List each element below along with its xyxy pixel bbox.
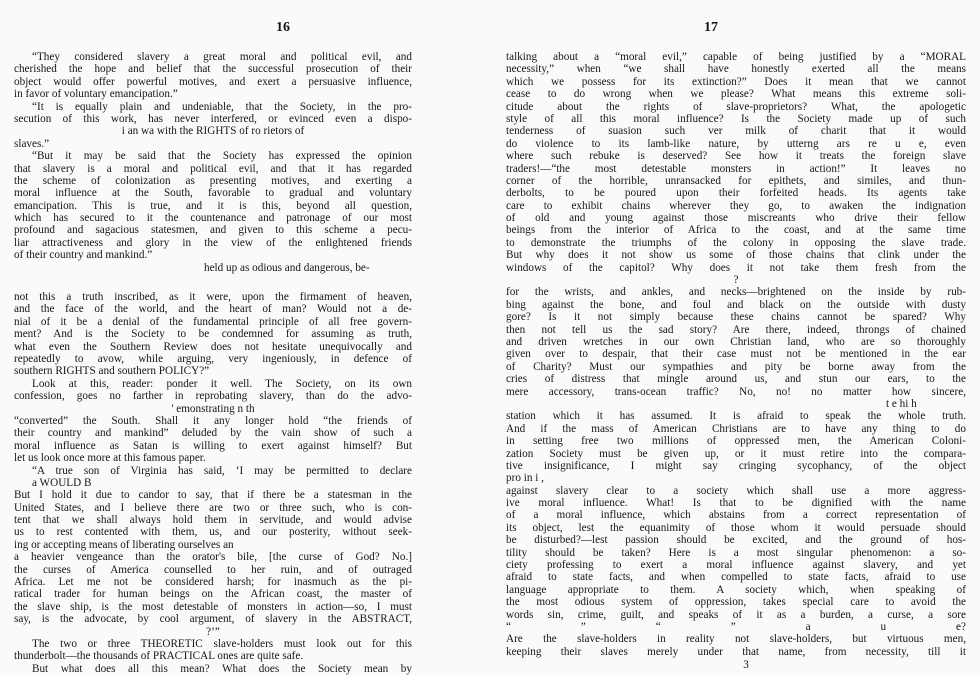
- text-line: emancipation. This is true, and it is this, beyond all question,: [14, 199, 412, 212]
- text-line: confession, goes no farther in reprobating slavery, than do the advo-: [14, 390, 412, 403]
- text-line: bing against the bone, and foul and black on the outside with dusty: [506, 298, 966, 311]
- text-line: tent that we shall always hold them in servitude, and would advise: [14, 514, 412, 527]
- text-line: “They considered slavery a great moral and political evil, and: [32, 51, 412, 63]
- text-line: and the face of the world, and the heart of man? Would not a de-: [14, 303, 412, 316]
- text-line: “converted” the South. Shall it any longer hold “the friends of: [14, 414, 412, 427]
- page-number: 17: [704, 20, 718, 35]
- text-line: keeping their slaves merely under that name, from necessity, till it: [506, 645, 966, 658]
- text-line: in setting free two millions of oppressed men, the American Coloni-: [506, 435, 966, 448]
- text-line: cease to do wrong when we please? What means this extreme soli-: [506, 88, 966, 101]
- text-line: moral influence as Satan is willing to exert against himself? But: [14, 439, 412, 452]
- text-line: citude about the rights of slave-proprietors? What, the apologetic: [506, 100, 966, 113]
- text-line: care to exhibit chains wherever they go, to awaken the indignation: [506, 199, 966, 212]
- text-line: the most odious system of oppression, takes special care to avoid the: [506, 596, 966, 609]
- text-line: where such rebuke is deserved? See how it treats the foreign slave: [506, 150, 966, 163]
- text-line: the slave ship, is the most detestable of monsters in action—so, I must: [14, 600, 412, 613]
- text-line: their country and mankind” deluded by the vain show of such a: [14, 427, 412, 440]
- text-line: in favor of voluntary emancipation.”: [14, 88, 178, 101]
- text-line: The two or three THEORETIC slave-holders must look out for this: [32, 637, 412, 650]
- text-line: style of all this moral influence? Is the Society made up of such: [506, 112, 966, 125]
- text-line: repeatedly to avow, while arguing, very ingeniously, in defence of: [14, 352, 412, 365]
- text-line: tenderness of suasion such ver milk of charit that it would: [506, 125, 966, 138]
- text-line: ?: [733, 274, 739, 287]
- text-line: t e hi h: [886, 397, 917, 410]
- text-line: say, is the advocate, by cool argument, of slavery in the ABSTRACT,: [14, 613, 412, 626]
- text-line: to demonstrate the triumphs of the colony in opposing the slave trade.: [506, 236, 966, 249]
- text-line: let us look once more at this famous paper.: [14, 452, 206, 465]
- text-line: corner of the horrible, unransacked for epithets, and similes, and thun-: [506, 174, 966, 187]
- text-line: But what does all this mean? What does the Society mean by: [32, 662, 412, 675]
- text-line: held up as odious and dangerous, be-: [204, 261, 370, 274]
- text-line: a heavier vengeance than the orator's bile, [the curse of God? No.]: [14, 551, 412, 564]
- text-line: traders!—“the most detestable monsters in action!” It leaves no: [506, 162, 966, 175]
- text-line: thunderbolt—the thousands of PRACTICAL ones are quite safe.: [14, 650, 304, 663]
- text-line: ciety professing to exert a moral influence against slavery, and yet: [506, 559, 966, 572]
- text-line: the scheme of colonization as presenting motives, and exerting a: [14, 174, 412, 187]
- text-line: gore? Is it not simply because these chains cannot be spared? Why: [506, 311, 966, 324]
- text-line: beings from the interior of Africa to the coast, and at the same time: [506, 224, 966, 237]
- text-line: zation Society must be given up, or it must retire into the compara-: [506, 447, 966, 460]
- text-line: the curses of America counselled to her ruin, and of outraged: [14, 563, 412, 576]
- text-line: which has secured to it the countenance and patronage of our most: [14, 212, 412, 225]
- text-line: not this a truth inscribed, as it were, upon the firmament of heaven,: [14, 291, 412, 304]
- text-line: against slavery clear to a society which shall use a more aggress-: [506, 484, 966, 497]
- text-line: of old and young against those miscreants who drive their fellow: [506, 212, 966, 225]
- text-line: tive insignificance, I might say cringing sycophancy, of the object: [506, 459, 966, 472]
- text-line: Africa. Let me not be considered harsh; for inasmuch as the pi-: [14, 576, 412, 589]
- right-page-text: [506, 51, 966, 658]
- text-line: “But it may be said that the Society has expressed the opinion: [32, 150, 412, 163]
- text-line: its object, lest the equanimity of those whom it would persuade should: [506, 521, 966, 534]
- text-line: necessity,” when “we shall have honestly exerted all the means: [506, 63, 966, 76]
- text-line: cherished the hope and belief that the successful prosecution of their: [14, 63, 412, 76]
- text-line: mere accessory, trans-ocean traffic? No, no! no matter how sincere,: [506, 385, 966, 398]
- text-line: nial of it be a denial of the fundamental principle of all free govern-: [14, 315, 412, 328]
- text-line: what even the Southern Review does not hesitate unequivocally and: [14, 340, 412, 353]
- text-line: But I hold it due to candor to say, that if there be a statesman in the: [14, 489, 412, 502]
- text-line: pro in i ,: [506, 472, 544, 485]
- text-line: ment? And is the Society to be condemned for assuming as truth,: [14, 328, 412, 341]
- text-line: talking about a “moral evil,” capable of being justified by a “MORAL: [506, 51, 966, 63]
- signature-mark: 3: [743, 659, 749, 672]
- text-line: which we possess for its extinction?” Does it mean that we cannot: [506, 75, 966, 88]
- text-line: Are the slave-holders in reality not slave-holders, but virtuous men,: [506, 633, 966, 646]
- text-line: “ ” “ ” a u e?: [506, 620, 966, 633]
- page-number: 16: [276, 20, 290, 35]
- text-line: then not tell us the sad story? Are there, indeed, throngs of chained: [506, 323, 966, 336]
- text-line: object would offer powerful motives, and exert a persuasive influence,: [14, 75, 412, 88]
- text-line: afraid to state facts, and when compelled to state facts, afraid to use: [506, 571, 966, 584]
- text-line: ' emonstrating n th: [171, 402, 255, 415]
- text-line: derbolts, to be poured upon their forfeited heads. Its agents take: [506, 187, 966, 200]
- text-line: slaves.”: [14, 137, 50, 150]
- left-page-text: [14, 51, 412, 675]
- text-line: cries of distress that mingle around us, and stun our ears, to the: [506, 373, 966, 386]
- text-line: words sin, crime, guilt, and speaks of it as a burden, a curse, a sore: [506, 608, 966, 621]
- text-line: language appropriate to them. A society which, when speaking of: [506, 583, 966, 596]
- text-line: station which it has assumed. It is afraid to speak the whole truth.: [506, 410, 966, 423]
- text-line: Look at this, reader: ponder it well. The Society, on its own: [32, 377, 412, 390]
- text-line: profound and sagacious statesmen, and given to this scheme a pecu-: [14, 224, 412, 237]
- text-line: “A true son of Virginia has said, ‘I may be permitted to declare: [32, 464, 412, 477]
- text-line: of their country and mankind.”: [14, 249, 153, 262]
- text-line: United States, and I believe there are two or three such, who is con-: [14, 501, 412, 514]
- text-line: “It is equally plain and undeniable, that the Society, in the pro-: [32, 100, 412, 113]
- text-line: do violence to its lamb-like nature, by utterng ars re u e, even: [506, 137, 966, 150]
- text-line: given over to despair, that their case must not be mentioned in the ear: [506, 348, 966, 361]
- text-line: southern RIGHTS and southern POLICY?”: [14, 365, 210, 378]
- text-line: of a moral influence, which abstains from a correct representation of: [506, 509, 966, 522]
- text-line: ing or accepting means of liberating ourselves an: [14, 538, 234, 551]
- right-page: [490, 0, 980, 672]
- text-line: that slavery is a moral and political evil, and that it has regarded: [14, 162, 412, 175]
- text-line: ?’”: [206, 625, 220, 638]
- text-line: be disturbed?—lest passion should be excited, and the ground of hos-: [506, 534, 966, 547]
- text-line: [14, 274, 412, 291]
- text-line: ive moral influence. What! Is that to be dignified with the name: [506, 497, 966, 510]
- text-line: i an wa with the RIGHTS of ro rietors of: [121, 125, 305, 138]
- text-line: us to rest contented with them, us, and our posterity, without seek-: [14, 526, 412, 539]
- text-line: windows of the capitol? Why does it not take them fresh from the: [506, 261, 966, 274]
- text-line: for the wrists, and ankles, and necks—brightened on the inside by rub-: [506, 286, 966, 299]
- text-line: tility should be taken? Here is a most singular phenomenon: a so-: [506, 546, 966, 559]
- text-line: a WOULD B: [32, 476, 92, 489]
- text-line: But why does it not show us some of those chains that clink under the: [506, 249, 966, 262]
- text-line: of Charity? Must our sympathies and pity be borne away from the: [506, 360, 966, 373]
- text-line: liar attractiveness and glory in the view of the enlightened friends: [14, 236, 412, 249]
- text-line: And if the mass of American Christians are to have any thing to do: [506, 422, 966, 435]
- text-line: moral influence at the South, favorable to gradual and voluntary: [14, 187, 412, 200]
- text-line: and driven wretches in our own Christian land, who are so thoroughly: [506, 335, 966, 348]
- text-line: secution of this work, has never interfered, or evinced even a dispo-: [14, 112, 412, 125]
- text-line: ratical trader for human beings on the African coast, the master of: [14, 588, 412, 601]
